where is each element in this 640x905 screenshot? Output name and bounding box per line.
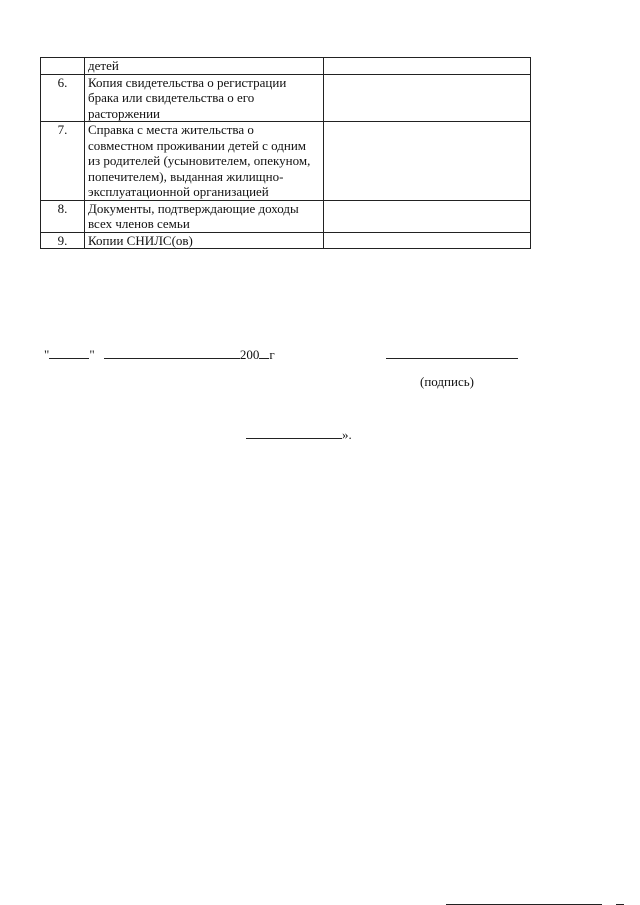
month-blank bbox=[104, 346, 240, 359]
closing-mark: ». bbox=[342, 427, 352, 442]
row-description: Справка с места жительства о совместном проживании детей с одним из родителей (усыновителем, опекуном, попечителем), выданная жилищно-эксплуатационной организацией bbox=[85, 122, 324, 201]
close-quote: " bbox=[89, 347, 95, 362]
open-quote: " bbox=[44, 347, 50, 362]
documents-table bbox=[40, 57, 531, 249]
signature-line bbox=[386, 358, 518, 359]
row-blank-cell bbox=[324, 74, 531, 122]
year-suffix: г bbox=[269, 347, 275, 362]
closing-line bbox=[246, 426, 352, 443]
table-row bbox=[41, 58, 531, 75]
day-blank bbox=[49, 346, 89, 359]
closing-blank bbox=[246, 426, 342, 439]
year-blank bbox=[259, 346, 269, 359]
row-description: Копии СНИЛС(ов) bbox=[85, 232, 324, 249]
row-number bbox=[41, 58, 85, 75]
table-row bbox=[41, 122, 531, 201]
row-blank-cell bbox=[324, 232, 531, 249]
row-number: 6. bbox=[41, 74, 85, 122]
year-prefix: 200 bbox=[239, 347, 260, 362]
table-row bbox=[41, 74, 531, 122]
row-number: 7. bbox=[41, 122, 85, 201]
row-description: Документы, подтверждающие доходы всех членов семьи bbox=[85, 200, 324, 232]
signature-label: (подпись) bbox=[420, 374, 474, 389]
row-number: 8. bbox=[41, 200, 85, 232]
row-blank-cell bbox=[324, 122, 531, 201]
table-row bbox=[41, 232, 531, 249]
table-row bbox=[41, 200, 531, 232]
row-description: детей bbox=[85, 58, 324, 75]
row-blank-cell bbox=[324, 58, 531, 75]
row-number: 9. bbox=[41, 232, 85, 249]
row-blank-cell bbox=[324, 200, 531, 232]
date-line bbox=[44, 346, 275, 363]
row-description: Копия свидетельства о регистрации брака или свидетельства о его расторжении bbox=[85, 74, 324, 122]
